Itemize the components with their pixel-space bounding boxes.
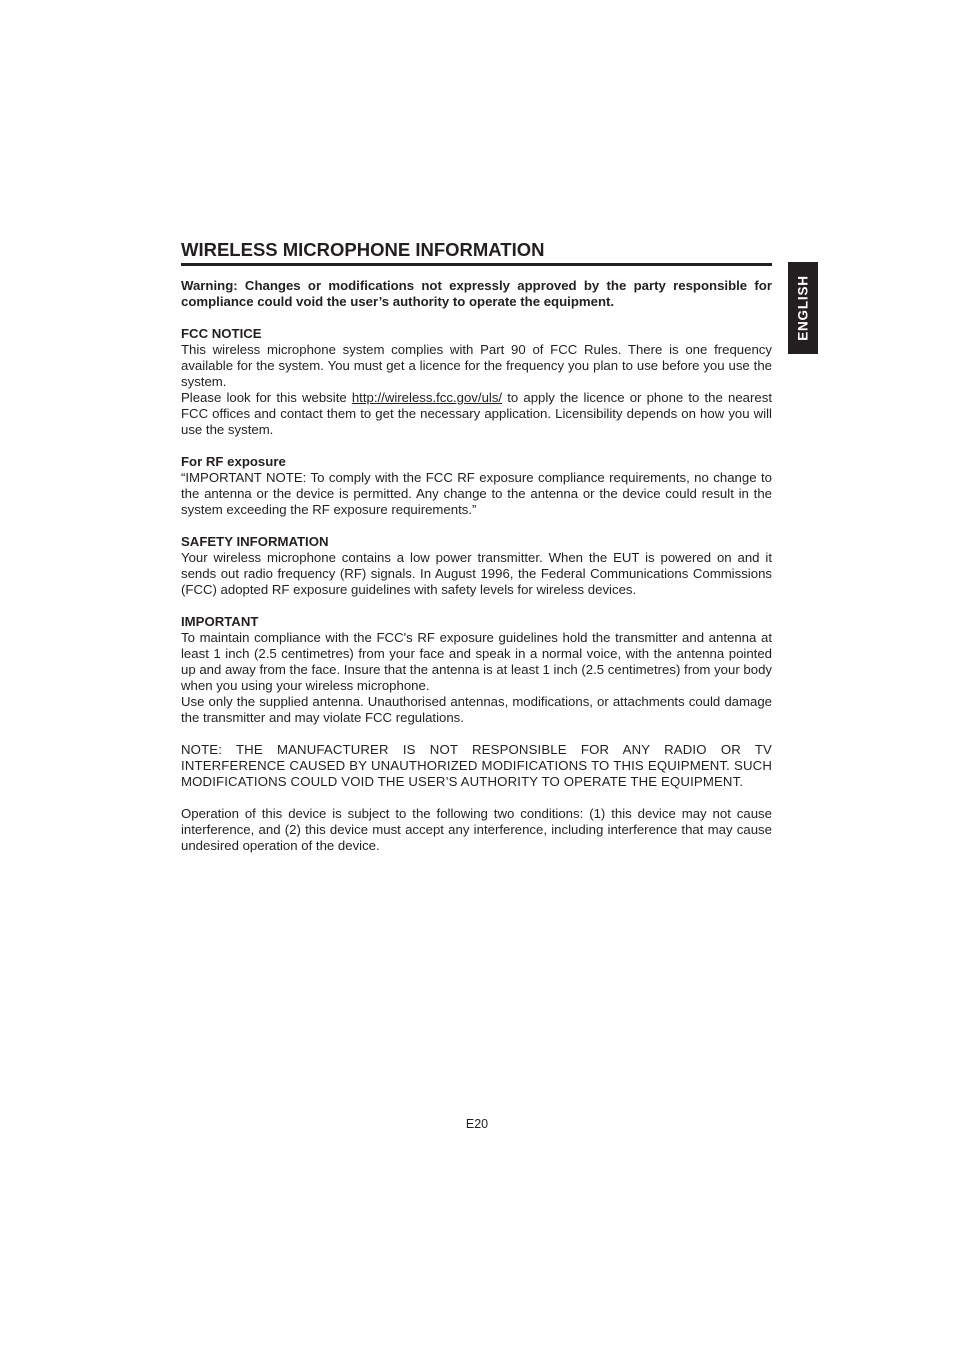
fcc-notice-paragraph: This wireless microphone system complies with Part 90 of FCC Rules. There is one frequency available for the system. You must get a licence for the frequency you plan to use before you use the system. [181,342,772,389]
rf-exposure-heading: For RF exposure [181,454,286,469]
antenna-paragraph: Use only the supplied antenna. Unauthorised antennas, modifications, or attachments could damage the transmitter and may violate FCC regulations. [181,694,772,725]
fcc-website-intro: Please look for this website [181,390,352,405]
spacer [181,726,772,742]
language-tab-label: ENGLISH [795,275,811,341]
important-paragraph: To maintain compliance with the FCC's RF exposure guidelines hold the transmitter and antenna at least 1 inch (2.5 centimetres) from your face and speak in a normal voice, with the antenna pointed up and away from the face. Insure that the antenna is at least 1 inch (2.5 centimetres) from your body when you using your wireless microphone. [181,630,772,693]
spacer [181,598,772,614]
document-body [181,238,772,854]
page-title: WIRELESS MICROPHONE INFORMATION [181,239,545,260]
title-underline-rule [181,263,772,266]
language-tab [788,262,818,354]
spacer [181,790,772,806]
safety-heading: SAFETY INFORMATION [181,534,329,549]
fcc-website-paragraph [181,390,772,438]
spacer [181,310,772,326]
important-heading: IMPORTANT [181,614,259,629]
fcc-website-rest: to apply the licence or phone to the nearest FCC offices and contact them to get the necessary application. Licensibility depends on how you will use the system. [181,390,772,437]
fcc-notice-heading: FCC NOTICE [181,326,262,341]
safety-text: Your wireless microphone contains a low power transmitter. When the EUT is powered on and it sends out radio frequency (RF) signals. In August 1996, the Federal Communications Commissions (FCC) adopted RF exposure guidelines with safety levels for wireless devices. [181,550,772,597]
page-number: E20 [465,1117,489,1131]
rf-exposure-text: “IMPORTANT NOTE: To comply with the FCC RF exposure compliance requirements, no change to the antenna or the device is permitted. Any change to the antenna or the device could result in the system exceeding the RF exposure requirements.” [181,470,772,517]
warning-text: Warning: Changes or modifications not expressly approved by the party responsible for compliance could void the user’s authority to operate the equipment. [181,278,772,309]
spacer [181,518,772,534]
spacer [181,438,772,454]
fcc-website-link[interactable]: http://wireless.fcc.gov/uls/ [351,390,503,405]
operation-conditions: Operation of this device is subject to the following two conditions: (1) this device may not cause interference, and (2) this device must accept any interference, including interference that may cause undesired operation of the device. [181,806,772,853]
manufacturer-note: NOTE: THE MANUFACTURER IS NOT RESPONSIBLE FOR ANY RADIO OR TV INTERFERENCE CAUSED BY UNAUTHORIZED MODIFICATIONS TO THIS EQUIPMENT. SUCH MODIFICATIONS COULD VOID THE USER’S AUTHORITY TO OPERATE THE EQUIPMENT. [181,742,772,789]
